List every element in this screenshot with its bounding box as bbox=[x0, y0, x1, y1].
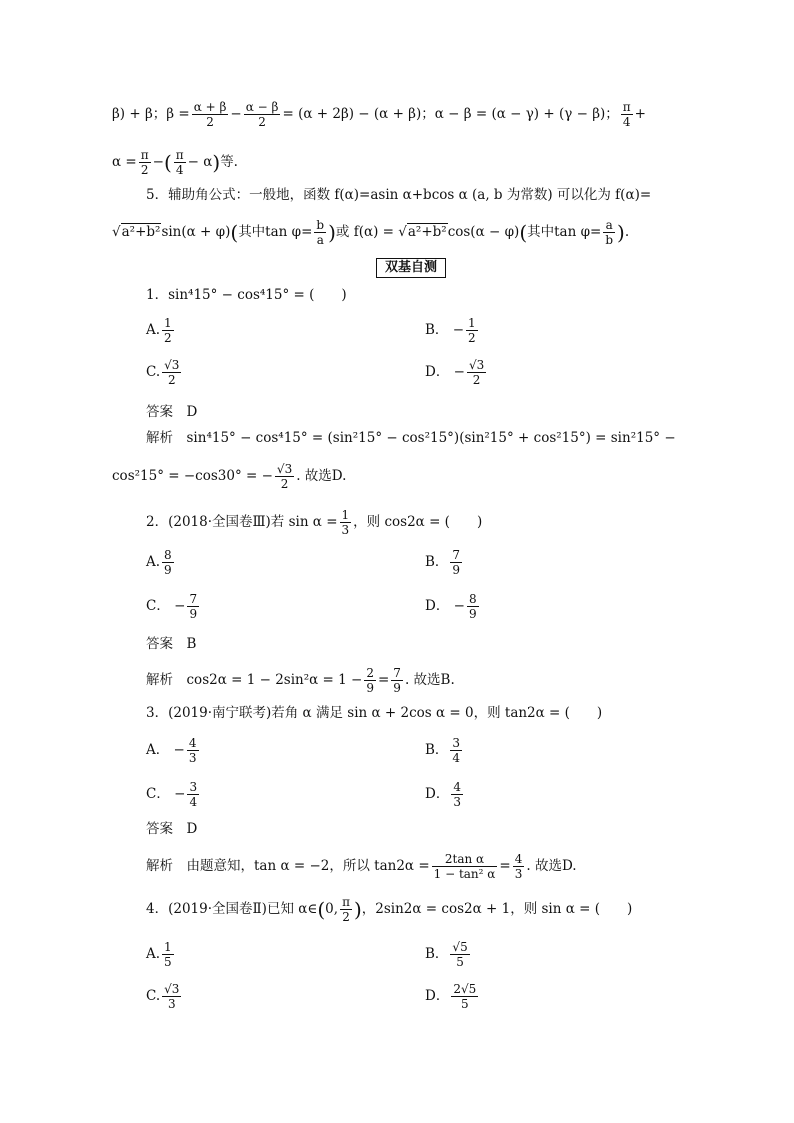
q4-option-d: D． $\frac{2√5}{5}$ bbox=[425, 982, 477, 1011]
question-4-stem: 4．(2019·全国卷Ⅱ)已知 α∈(0, $\frac{\pi}{2}$ )，2sin2α = cos2α + 1，则 sin α = ( ) bbox=[146, 895, 633, 924]
q1-analysis-line-2: cos²15° = −cos30° = − $\frac{√3}{2}$ . 故选D. bbox=[112, 462, 347, 491]
q1-option-d: D． − $\frac{√3}{2}$ bbox=[425, 358, 485, 387]
q4-option-a: A. $\frac{1}{5}$ bbox=[146, 940, 172, 969]
item5-formula: √a²+b²sin(α + φ)(其中tan φ= $\frac{b}{a}$ )或 f(α) = √a²+b²cos(α − φ)(其中tan φ= $\frac{a}{b}$ ). bbox=[112, 218, 630, 247]
q1-option-b: B． − $\frac{1}{2}$ bbox=[425, 316, 476, 345]
item5-label: 5．辅助角公式：一般地，函数 f(α)=asin α+bcos α (a, b 为常数) 可以化为 f(α)= bbox=[146, 187, 652, 203]
q3-option-c: C． − $\frac{3}{4}$ bbox=[146, 780, 198, 809]
section-tag: 双基自测 bbox=[376, 258, 446, 278]
q3-answer: 答案 D bbox=[146, 821, 198, 837]
q2-analysis: 解析 cos2α = 1 − 2sin²α = 1 − $\frac{2}{9}$ = $\frac{7}{9}$ . 故选B. bbox=[146, 666, 455, 695]
q2-answer: 答案 B bbox=[146, 636, 197, 652]
q2-option-c: C． − $\frac{7}{9}$ bbox=[146, 592, 198, 621]
q1-analysis-line-1: 解析 sin⁴15° − cos⁴15° = (sin²15° − cos²15°)(sin²15° + cos²15°) = sin²15° − bbox=[146, 430, 676, 446]
question-3-stem: 3．(2019·南宁联考)若角 α 满足 sin α + 2cos α = 0，则 tan2α = ( ) bbox=[146, 705, 603, 721]
question-2-stem: 2．(2018·全国卷Ⅲ)若 sin α = $\frac{1}{3}$ ，则 cos2α = ( ) bbox=[146, 508, 483, 537]
q4-option-b: B． $\frac{√5}{5}$ bbox=[425, 940, 468, 969]
q1-option-c: C. $\frac{√3}{2}$ bbox=[146, 358, 180, 387]
q3-analysis: 解析 由题意知，tan α = −2，所以 tan2α = $\frac{\text{2tan α}}{\text{1 − tan² α}}$ = $\frac{4}{3}$ . 故选D. bbox=[146, 852, 577, 881]
q3-option-d: D． $\frac{4}{3}$ bbox=[425, 780, 461, 809]
q3-option-a: A． − $\frac{4}{3}$ bbox=[146, 736, 197, 765]
q2-option-b: B． $\frac{7}{9}$ bbox=[425, 548, 461, 577]
q3-option-b: B． $\frac{3}{4}$ bbox=[425, 736, 461, 765]
q1-option-a: A. $\frac{1}{2}$ bbox=[146, 316, 172, 345]
intro-line-2: α = $\frac{\pi}{2}$ −( $\frac{\pi}{4}$ − α)等. bbox=[112, 148, 238, 177]
intro-line-1: β) + β；β = $\frac{\alpha + \beta}{2}$ − $\frac{\alpha - \beta}{2}$ = (α + 2β) − (α + β)；α − β = (α − γ) + (γ − β)； $\frac{\pi}{4}$ + bbox=[112, 100, 646, 129]
q2-option-d: D． − $\frac{8}{9}$ bbox=[425, 592, 477, 621]
question-1-stem: 1．sin⁴15° − cos⁴15° = ( ) bbox=[146, 287, 347, 303]
q2-option-a: A. $\frac{8}{9}$ bbox=[146, 548, 172, 577]
q4-option-c: C. $\frac{√3}{3}$ bbox=[146, 982, 180, 1011]
q1-answer: 答案 D bbox=[146, 404, 198, 420]
